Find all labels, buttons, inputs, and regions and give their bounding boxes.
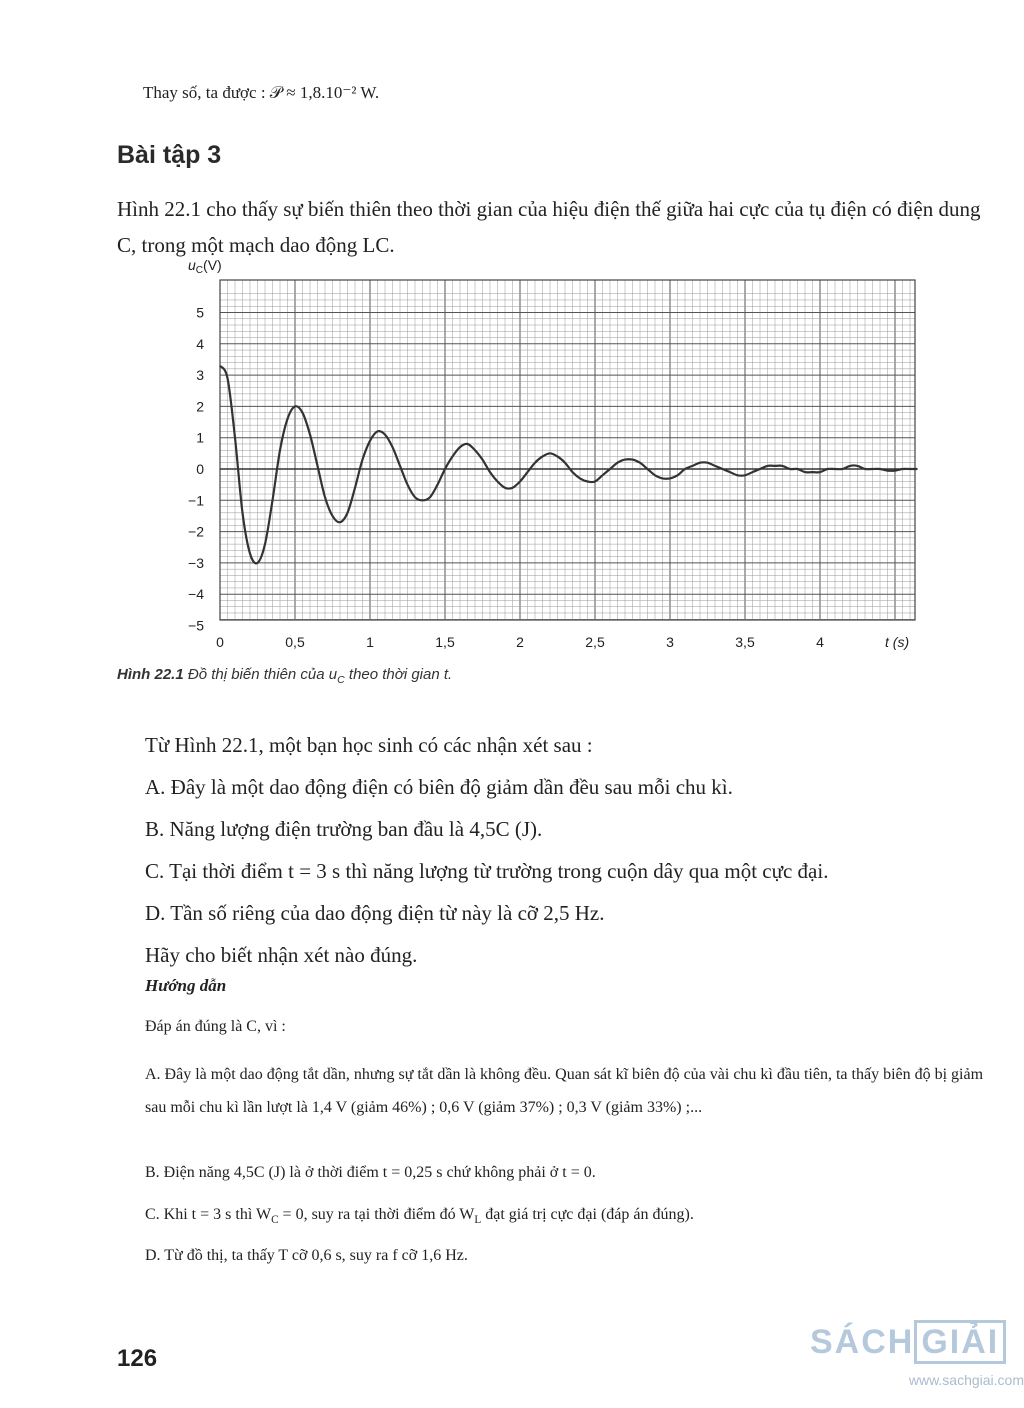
question-ask: Hãy cho biết nhận xét nào đúng.	[145, 943, 418, 967]
explanation-b: B. Điện năng 4,5C (J) là ở thời điểm t = 0,25 s chứ không phải ở t = 0.	[145, 1164, 596, 1181]
watermark-logo	[810, 1320, 1024, 1400]
figure-caption	[117, 666, 452, 686]
x-tick-label: 3,5	[735, 634, 755, 650]
option-b: B. Năng lượng điện trường ban đầu là 4,5C (J).	[145, 817, 543, 841]
x-tick-label: 0	[216, 634, 224, 650]
option-c: C. Tại thời điểm t = 3 s thì năng lượng từ trường trong cuộn dây qua một cực đại.	[145, 859, 829, 883]
caption-text-sub: C	[337, 674, 345, 686]
y-tick-label: 1	[196, 429, 204, 446]
explanation-d: D. Từ đồ thị, ta thấy T cỡ 0,6 s, suy ra f cỡ 1,6 Hz.	[145, 1247, 468, 1264]
y-tick-label: 2	[196, 398, 204, 415]
y-tick-label: 3	[196, 367, 204, 384]
figure-22-1	[170, 250, 930, 660]
watermark-url: www.sachgiai.com	[908, 1372, 1024, 1388]
explanation-c	[145, 1206, 694, 1226]
problem-intro: Hình 22.1 cho thấy sự biến thiên theo thời gian của hiệu điện thế giữa hai cực của tụ điện có điện dung C, trong một mạch dao động LC.	[117, 197, 981, 257]
y-tick-label: −2	[188, 523, 204, 540]
watermark-brand	[810, 1320, 1024, 1364]
y-label-unit: (V)	[203, 257, 222, 273]
explanation-c-mid: = 0, suy ra tại thời điểm đó W	[278, 1206, 475, 1223]
explanation-c-sub1: C	[271, 1214, 279, 1227]
option-a: A. Đây là một dao động điện có biên độ giảm dần đều sau mỗi chu kì.	[145, 775, 733, 799]
page-number: 126	[117, 1345, 158, 1372]
x-tick-label: 1,5	[435, 634, 455, 650]
y-tick-label: −1	[188, 492, 204, 509]
section-heading: Bài tập 3	[117, 141, 222, 169]
y-label-main: u	[188, 257, 196, 273]
y-axis-label	[188, 257, 222, 276]
x-axis-label: t (s)	[885, 634, 910, 650]
x-tick-label: 2	[516, 634, 524, 650]
x-tick-label: 0,5	[285, 634, 305, 650]
explanation-c-before: C. Khi t = 3 s thì W	[145, 1206, 272, 1223]
answer-line: Đáp án đúng là C, vì :	[145, 1018, 286, 1035]
caption-label: Hình 22.1	[117, 666, 184, 683]
watermark-brand-box: GIẢI	[914, 1320, 1006, 1364]
y-tick-label: 0	[196, 461, 204, 477]
y-tick-label: −5	[188, 617, 204, 634]
x-tick-label: 3	[666, 634, 674, 650]
y-label-sub: C	[195, 265, 204, 276]
y-tick-label: 5	[196, 304, 204, 321]
explanation-c-sub2: L	[474, 1214, 482, 1227]
x-tick-label: 4	[816, 634, 824, 650]
option-d: D. Tần số riêng của dao động điện từ này là cỡ 2,5 Hz.	[145, 901, 605, 925]
uc-time-chart	[170, 250, 930, 660]
y-tick-label: −4	[188, 586, 204, 603]
question-intro: Từ Hình 22.1, một bạn học sinh có các nhận xét sau :	[145, 733, 593, 757]
caption-text-before: Đồ thị biến thiên của u	[187, 666, 338, 683]
uc-curve	[220, 366, 918, 564]
x-tick-label: 1	[366, 634, 374, 650]
chart-grid	[220, 280, 915, 620]
y-tick-label: 4	[196, 335, 204, 352]
explanation-c-after: đạt giá trị cực đại (đáp án đúng).	[481, 1206, 694, 1223]
y-tick-label: −3	[188, 554, 204, 571]
x-tick-label: 2,5	[585, 634, 605, 650]
previous-result-line: Thay số, ta được : 𝒫 ≈ 1,8.10⁻² W.	[143, 83, 380, 102]
guide-heading: Hướng dẫn	[145, 976, 227, 995]
caption-text-after: theo thời gian t.	[344, 666, 453, 683]
watermark-brand-left: SÁCH	[810, 1323, 915, 1361]
explanation-a: A. Đây là một dao động tắt dần, nhưng sự tắt dần là không đều. Quan sát kĩ biên độ của vài chu kì đầu tiên, ta thấy biên độ bị giảm sau mỗi chu kì lần lượt là 1,4 V (giảm 46%) ; 0,6 V (giảm 37%) ; 0,3 V (giảm 33%) ;...	[145, 1066, 984, 1116]
